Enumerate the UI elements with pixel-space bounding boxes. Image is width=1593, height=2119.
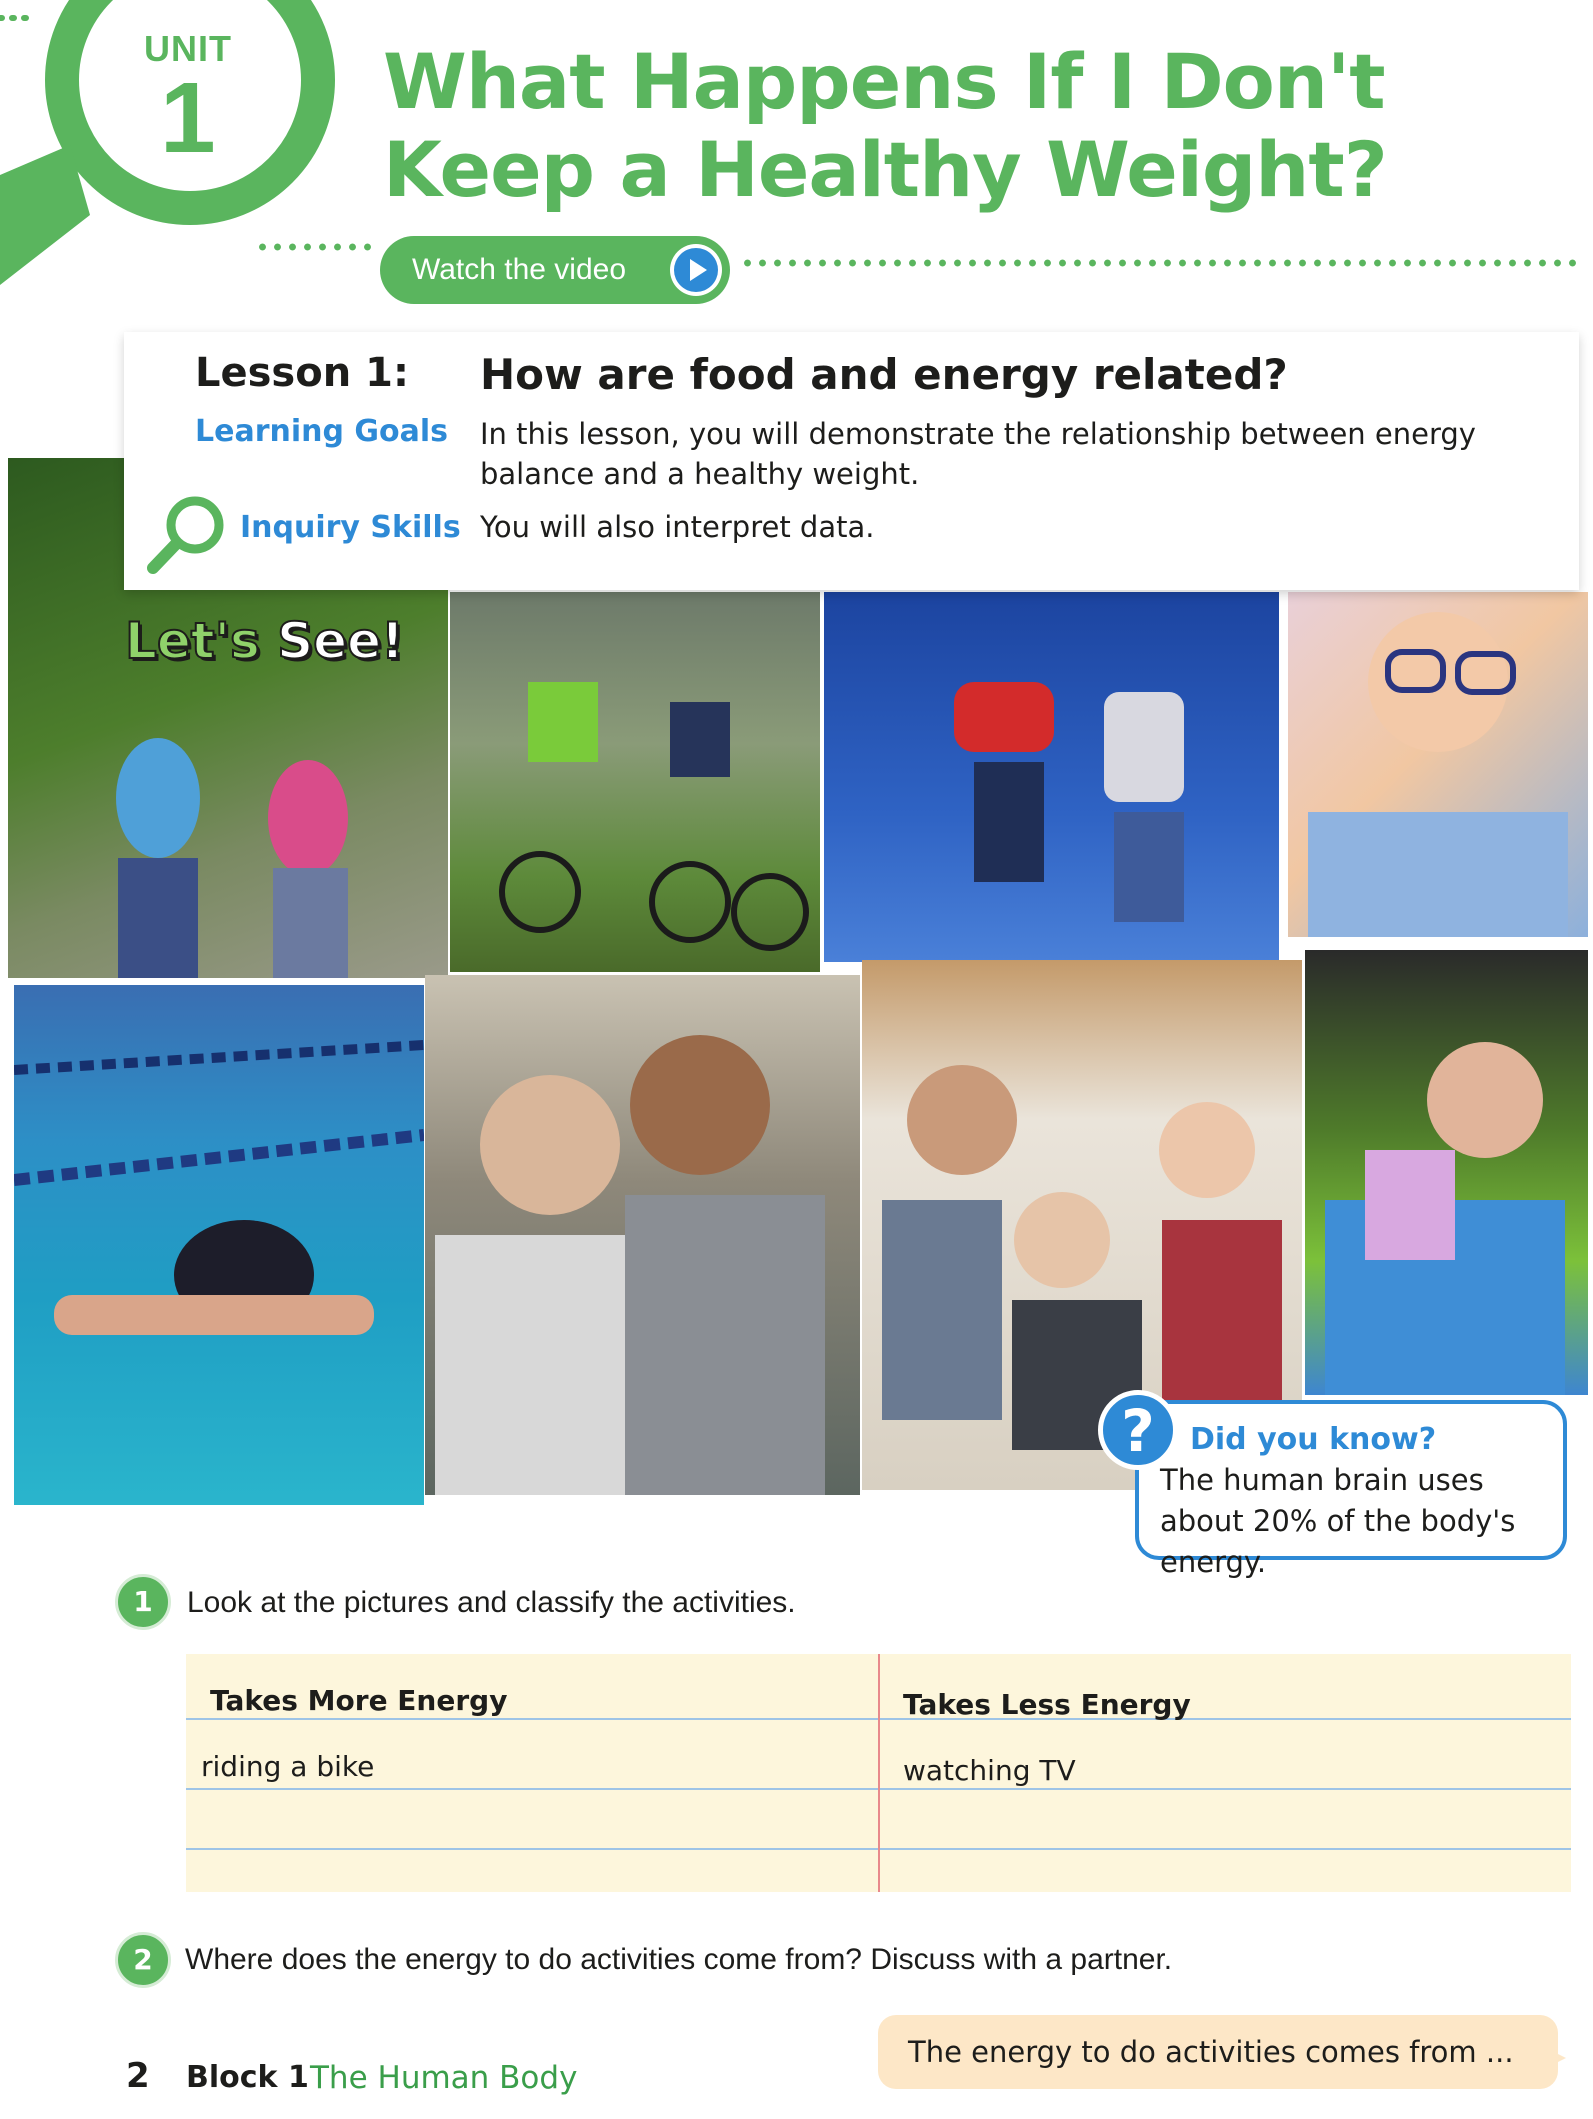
watch-video-button[interactable] (380, 236, 730, 304)
dotted-rule-left (255, 240, 375, 254)
activity-1-question: Look at the pictures and classify the activities. (187, 1586, 796, 1619)
inquiry-skills-text: You will also interpret data. (480, 510, 875, 544)
did-you-know-text: The human brain uses about 20% of the body's energy. (1160, 1463, 1516, 1579)
less-energy-item[interactable]: watching TV (903, 1754, 1076, 1787)
footer-block: Block 1 (186, 2060, 309, 2095)
lets-see-heading: Let's See! (125, 612, 404, 670)
photo-boys-talking (425, 975, 860, 1495)
magnifier-icon (145, 490, 230, 575)
did-you-know-title: Did you know? (1190, 1422, 1437, 1457)
col-takes-less-energy: Takes Less Energy (903, 1688, 1191, 1721)
table-divider (878, 1654, 880, 1892)
activity-2-question: Where does the energy to do activities come from? Discuss with a partner. (185, 1943, 1173, 1976)
footer-topic: The Human Body (310, 2060, 578, 2096)
photo-girl-reading (1288, 592, 1588, 937)
col-takes-more-energy: Takes More Energy (210, 1684, 508, 1717)
question-icon: ? (1098, 1390, 1178, 1470)
lesson-question: How are food and energy related? (480, 350, 1288, 399)
photo-swimmer (14, 985, 424, 1505)
watch-video-label: Watch the video (412, 253, 626, 286)
activity-1-number: 1 (115, 1574, 171, 1630)
photo-child-sleeping (1305, 950, 1588, 1395)
play-icon (670, 244, 722, 296)
unit-number: 1 (160, 62, 216, 174)
more-energy-item[interactable]: riding a bike (201, 1750, 375, 1783)
learning-goals-text: In this lesson, you will demonstrate the relationship between energy balance and a healthy weight. (480, 417, 1476, 491)
activity-2-number: 2 (115, 1932, 171, 1988)
dotted-rule-right (740, 256, 1580, 270)
inquiry-skills-label: Inquiry Skills (240, 510, 461, 545)
lesson-number: Lesson 1: (195, 350, 409, 396)
page-number: 2 (126, 2056, 150, 2096)
unit-label: UNIT (144, 28, 232, 69)
speech-bubble: The energy to do activities comes from ... (878, 2015, 1558, 2089)
page-title: What Happens If I Don't Keep a Healthy Weight? (383, 37, 1387, 214)
photo-jumping-kids (824, 592, 1279, 962)
learning-goals-label: Learning Goals (195, 414, 449, 449)
photo-riding-bikes (450, 592, 820, 972)
